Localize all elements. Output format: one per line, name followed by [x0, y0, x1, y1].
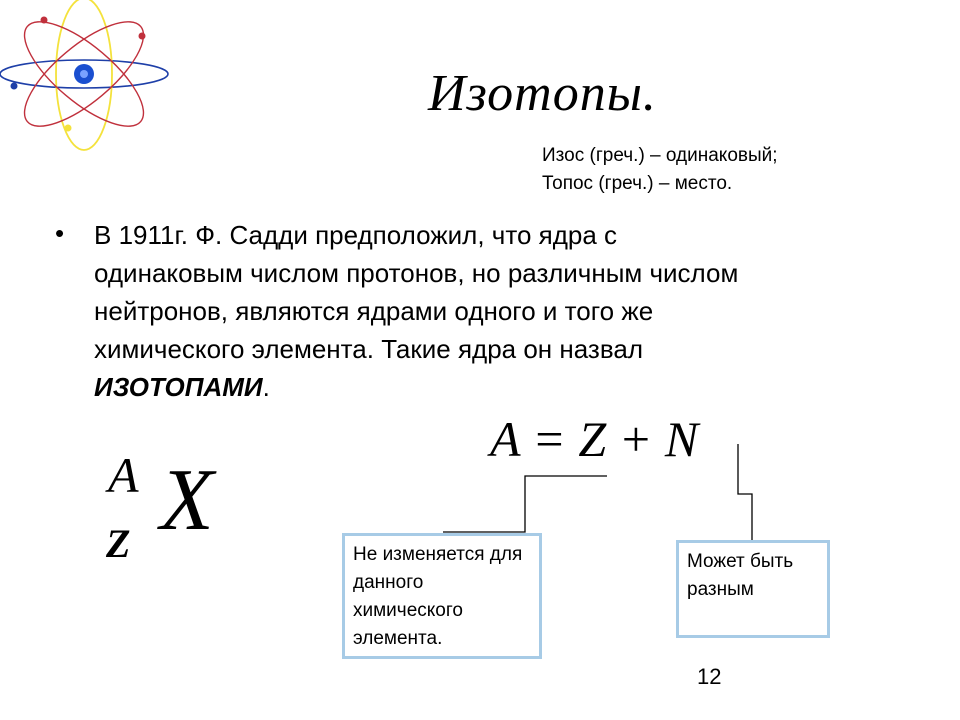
paragraph-line: одинаковым числом протонов, но различным числом — [94, 258, 739, 288]
element-symbol: X — [160, 452, 214, 549]
etymology-izos: Изос (греч.) – одинаковый; — [542, 145, 778, 166]
paragraph-line-last — [94, 372, 914, 403]
emphasis-suffix: . — [262, 372, 270, 402]
box-z-constant: Не изменяется для данного химического элемента. — [342, 533, 542, 659]
box-n-variable: Может быть разным — [676, 540, 830, 638]
mass-number: A — [108, 447, 139, 503]
mass-formula: A = Z + N — [490, 411, 699, 467]
slide-title: Изотопы. — [428, 65, 657, 122]
paragraph-line: В 1911г. Ф. Садди предположил, что ядра с — [94, 220, 618, 250]
paragraph-line: химического элемента. Такие ядра он назвал — [94, 334, 643, 364]
page-number: 12 — [697, 664, 722, 689]
paragraph-line: нейтронов, являются ядрами одного и того же — [94, 296, 654, 326]
connector-n — [738, 444, 752, 540]
bullet-marker: • — [55, 218, 65, 248]
atom-icon — [0, 0, 172, 160]
atomic-number: Z — [106, 521, 131, 566]
isotopes-emphasis: ИЗОТОПАМИ — [94, 372, 263, 402]
etymology-topos: Топос (греч.) – место. — [542, 173, 733, 194]
connector-z — [443, 476, 607, 532]
